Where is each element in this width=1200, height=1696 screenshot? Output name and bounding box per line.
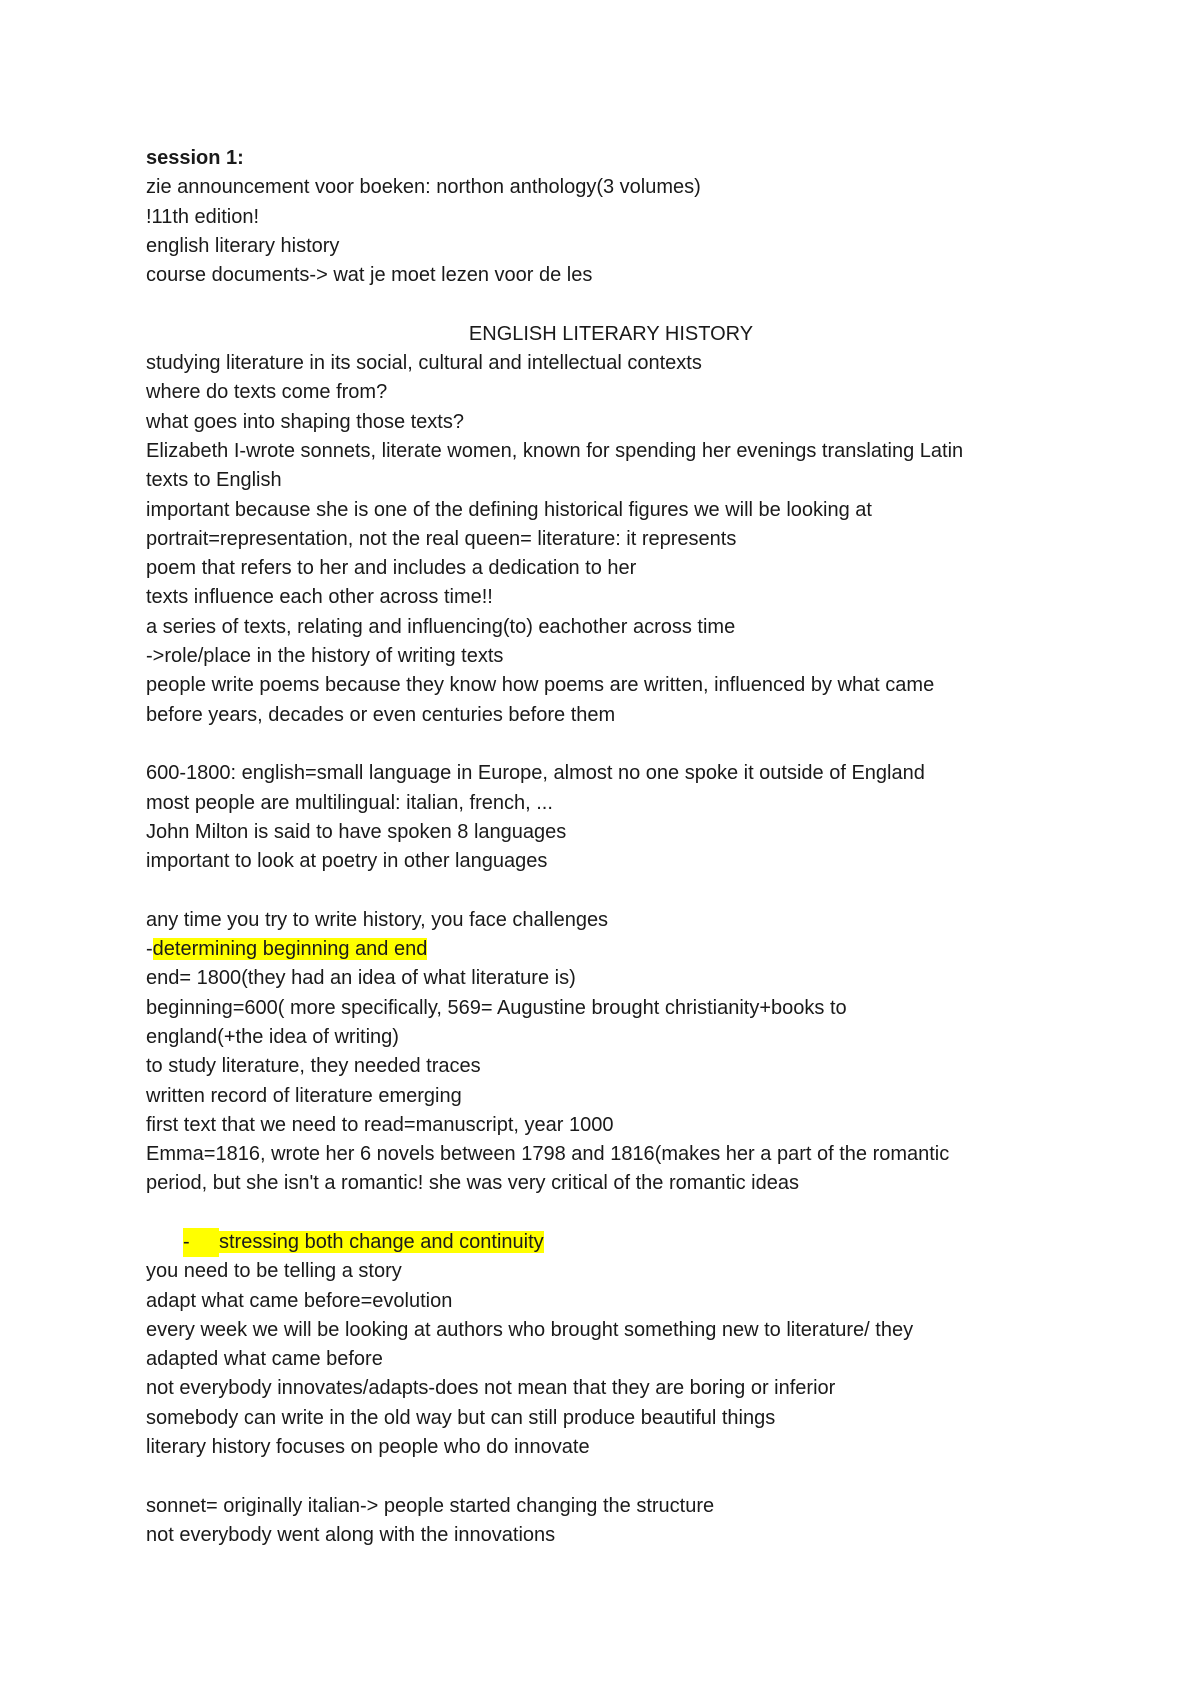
highlighted-text: stressing both change and continuity [219, 1230, 544, 1253]
text-line: not everybody innovates/adapts-does not mean that they are boring or inferior [146, 1377, 836, 1400]
text-line: 600-1800: english=small language in Europe, almost no one spoke it outside of England [146, 762, 925, 785]
text-line: what goes into shaping those texts? [146, 410, 464, 433]
text-line: every week we will be looking at authors who brought something new to literature/ they [146, 1318, 914, 1341]
text-line: important to look at poetry in other languages [146, 850, 548, 873]
text-line: ->role/place in the history of writing texts [146, 645, 504, 668]
document-body [146, 144, 1076, 1550]
text-line: Elizabeth I-wrote sonnets, literate women, known for spending her evenings translating Latin [146, 439, 964, 462]
text-line: portrait=representation, not the real queen= literature: it represents [146, 527, 737, 550]
text-line: people write poems because they know how poems are written, influenced by what came [146, 674, 935, 697]
text-line: not everybody went along with the innovations [146, 1523, 556, 1546]
text-line: to study literature, they needed traces [146, 1055, 481, 1078]
text-line: adapt what came before=evolution [146, 1289, 453, 1312]
text-line: studying literature in its social, cultural and intellectual contexts [146, 352, 702, 375]
session-heading: session 1: [146, 147, 244, 169]
blank-line [146, 1199, 1076, 1228]
text-line: english literary history [146, 234, 340, 257]
text-line: Emma=1816, wrote her 6 novels between 1798 and 1816(makes her a part of the romantic [146, 1143, 950, 1166]
bullet-list-item [146, 1228, 1076, 1257]
text-line: any time you try to write history, you face challenges [146, 908, 609, 931]
bullet-marker: - [183, 1228, 219, 1257]
text-line: sonnet= originally italian-> people started changing the structure [146, 1494, 715, 1517]
text-line: a series of texts, relating and influencing(to) eachother across time [146, 615, 736, 638]
text-line: important because she is one of the defining historical figures we will be looking at [146, 498, 872, 521]
text-line: england(+the idea of writing) [146, 1025, 399, 1048]
text-line: most people are multilingual: italian, french, ... [146, 791, 553, 814]
line-prefix: - [146, 938, 153, 961]
text-line: beginning=600( more specifically, 569= Augustine brought christianity+books to [146, 996, 847, 1019]
text-line: written record of literature emerging [146, 1084, 462, 1107]
text-line: John Milton is said to have spoken 8 languages [146, 820, 567, 843]
text-line: !11th edition! [146, 205, 260, 228]
highlighted-heading-line [146, 935, 1076, 964]
text-line: texts influence each other across time!! [146, 586, 493, 609]
text-line: first text that we need to read=manuscript, year 1000 [146, 1113, 614, 1136]
text-line: end= 1800(they had an idea of what literature is) [146, 967, 576, 990]
text-line: period, but she isn't a romantic! she was very critical of the romantic ideas [146, 1172, 799, 1195]
section-title: ENGLISH LITERARY HISTORY [468, 322, 754, 345]
text-line: course documents-> wat je moet lezen voor de les [146, 264, 593, 287]
text-line: where do texts come from? [146, 381, 388, 404]
blank-line [146, 876, 1076, 905]
text-line: before years, decades or even centuries before them [146, 703, 616, 726]
text-line: texts to English [146, 469, 282, 492]
blank-line [146, 730, 1076, 759]
text-line: somebody can write in the old way but can still produce beautiful things [146, 1406, 776, 1429]
text-line: you need to be telling a story [146, 1260, 402, 1283]
text-line: adapted what came before [146, 1348, 383, 1371]
text-line: zie announcement voor boeken: northon anthology(3 volumes) [146, 176, 701, 199]
text-line: literary history focuses on people who do innovate [146, 1436, 590, 1459]
highlighted-text: determining beginning and end [152, 938, 428, 961]
blank-line [146, 290, 1076, 319]
text-line: poem that refers to her and includes a dedication to her [146, 557, 637, 580]
blank-line [146, 1462, 1076, 1491]
